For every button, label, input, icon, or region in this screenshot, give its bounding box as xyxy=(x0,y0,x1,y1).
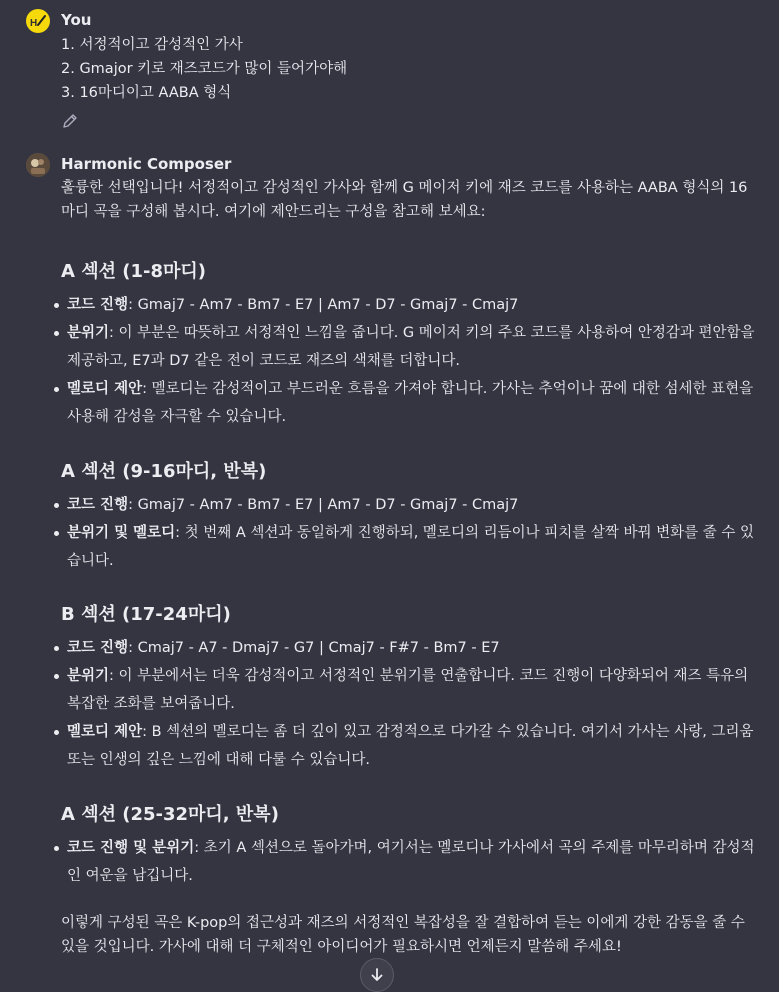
item-label: 분위기 및 멜로디 xyxy=(67,525,176,541)
list-item xyxy=(53,291,758,319)
item-label: 분위기 xyxy=(67,325,110,341)
item-text: : 이 부분은 따뜻하고 서정적인 느낌을 줍니다. G 메이저 키의 주요 코드를 사용하여 안정감과 편안함을 제공하고, E7과 D7 같은 전이 코드로 재즈의 색채를 더합니다. xyxy=(67,325,755,369)
item-text: : B 섹션의 멜로디는 좀 더 깊이 있고 감정적으로 다가갈 수 있습니다. 여기서 가사는 사랑, 그리움 또는 인생의 깊은 느낌에 대해 다룰 수 있습니다. xyxy=(67,724,754,768)
bullet-list xyxy=(53,291,758,431)
svg-text:H: H xyxy=(30,18,38,29)
bullet-list xyxy=(53,834,758,890)
composer-avatar-icon xyxy=(26,153,50,177)
section-heading: B 섹션 (17-24마디) xyxy=(61,604,231,625)
list-item xyxy=(53,491,758,519)
bullet-list xyxy=(53,634,758,774)
section-heading: A 섹션 (25-32마디, 반복) xyxy=(61,804,279,825)
list-item xyxy=(53,375,758,431)
intro-paragraph: 훌륭한 선택입니다! 서정적이고 감성적인 가사와 함께 G 메이저 키에 재즈 코드를 사용하는 AABA 형식의 16마디 곡을 구성해 봅시다. 여기에 제안드리는 구성을 참고해 보세요: xyxy=(61,180,748,220)
user-line: 2. Gmajor 키로 재즈코드가 많이 들어가야해 xyxy=(61,61,348,77)
list-item xyxy=(53,319,758,375)
item-label: 분위기 xyxy=(67,668,110,684)
outro-paragraph: 이렇게 구성된 곡은 K-pop의 접근성과 재즈의 서정적인 복잡성을 잘 결합하여 듣는 이에게 강한 감동을 줄 수 있을 것입니다. 가사에 대해 더 구체적인 아이디어가 필요하시면 언제든지 말씀해 주세요! xyxy=(61,915,745,955)
section-heading: A 섹션 (1-8마디) xyxy=(61,261,206,282)
item-text: : Gmaj7 - Am7 - Bm7 - E7 | Am7 - D7 - Gmaj7 - Cmaj7 xyxy=(128,297,519,313)
item-text: : Cmaj7 - A7 - Dmaj7 - G7 | Cmaj7 - F#7 - Bm7 - E7 xyxy=(128,640,500,656)
item-label: 코드 진행 및 분위기 xyxy=(67,840,195,856)
item-label: 멜로디 제안 xyxy=(67,724,143,740)
user-name: You xyxy=(61,11,92,29)
list-item xyxy=(53,634,758,662)
list-item xyxy=(53,662,758,718)
scroll-down-button[interactable] xyxy=(360,958,394,992)
item-label: 코드 진행 xyxy=(67,497,129,513)
arrow-down-icon xyxy=(369,967,385,983)
user-line: 3. 16마디이고 AABA 형식 xyxy=(61,85,232,101)
list-item xyxy=(53,519,758,575)
assistant-name: Harmonic Composer xyxy=(61,155,232,173)
list-item xyxy=(53,834,758,890)
list-item xyxy=(53,718,758,774)
user-message xyxy=(61,33,347,105)
item-label: 코드 진행 xyxy=(67,640,129,656)
user-avatar-icon xyxy=(26,9,50,33)
section-heading: A 섹션 (9-16마디, 반복) xyxy=(61,461,267,482)
item-text: : 이 부분에서는 더욱 감성적이고 서정적인 분위기를 연출합니다. 코드 진행이 다양화되어 재즈 특유의 복잡한 조화를 보여줍니다. xyxy=(67,668,749,712)
item-text: : Gmaj7 - Am7 - Bm7 - E7 | Am7 - D7 - Gmaj7 - Cmaj7 xyxy=(128,497,519,513)
item-label: 멜로디 제안 xyxy=(67,381,143,397)
user-line: 1. 서정적이고 감성적인 가사 xyxy=(61,37,243,53)
item-text: : 초기 A 섹션으로 돌아가며, 여기서는 멜로디나 가사에서 곡의 주제를 마무리하며 감성적인 여운을 남깁니다. xyxy=(67,840,755,884)
item-text: : 첫 번째 A 섹션과 동일하게 진행하되, 멜로디의 리듬이나 피치를 살짝 바꿔 변화를 줄 수 있습니다. xyxy=(67,525,754,569)
item-text: : 멜로디는 감성적이고 부드러운 흐름을 가져야 합니다. 가사는 추억이나 꿈에 대한 섬세한 표현을 사용해 감성을 자극할 수 있습니다. xyxy=(67,381,754,425)
bullet-list xyxy=(53,491,758,575)
item-label: 코드 진행 xyxy=(67,297,129,313)
pencil-icon[interactable] xyxy=(61,112,79,130)
